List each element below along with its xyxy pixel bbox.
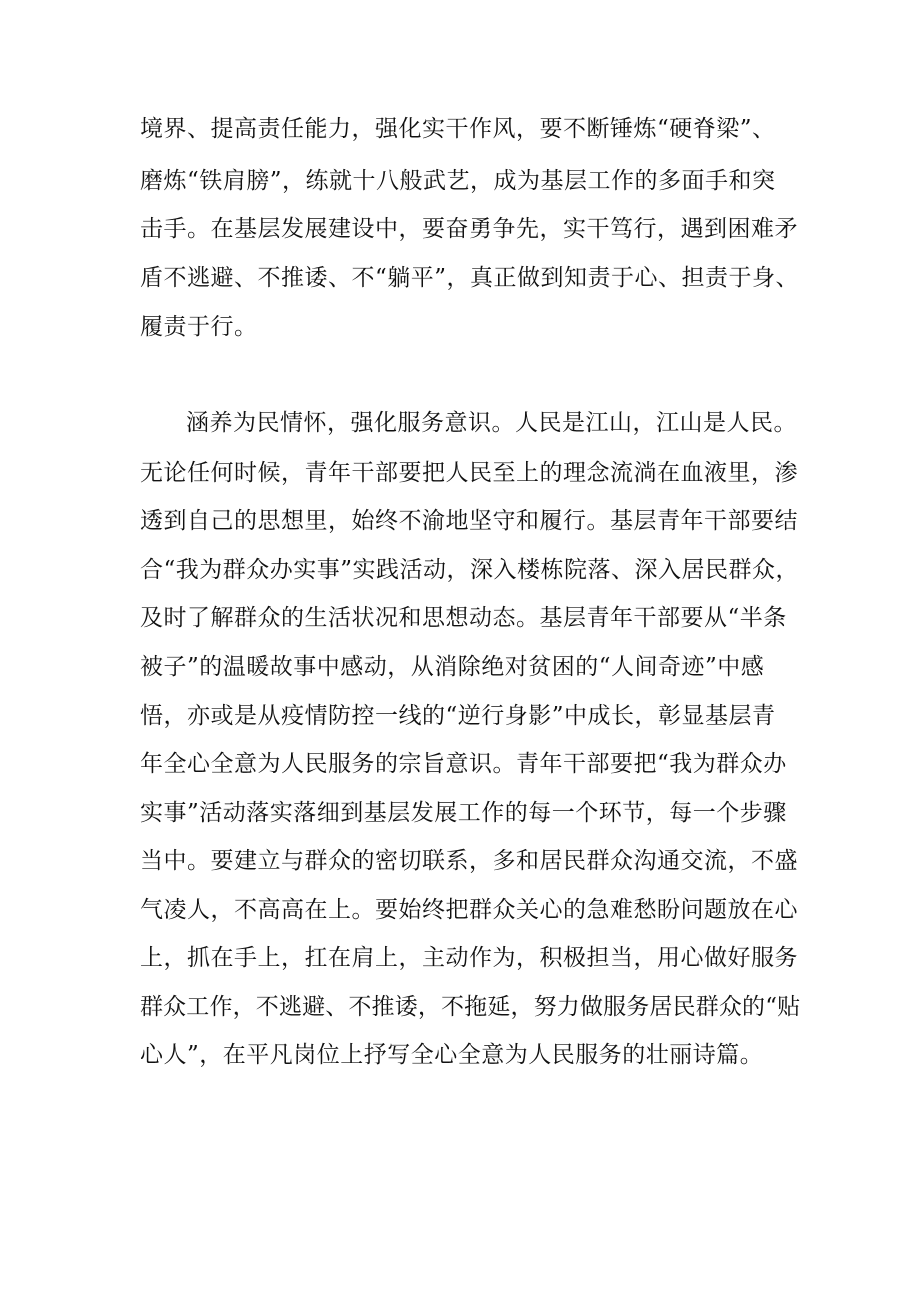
- paragraph-2-line-1: 涵养为民情怀，强化服务意识。人民是江山，江山是人民。: [186, 410, 797, 436]
- paragraph-1-line-3: 击手。在基层发展建设中，要奋勇争先，实干笃行，遇到困难矛: [140, 216, 798, 242]
- paragraph-2-line-5: 及时了解群众的生活状况和思想动态。基层青年干部要从“半条: [140, 605, 787, 631]
- paragraph-2-line-6: 被子”的温暖故事中感动，从消除绝对贫困的“人间奇迹”中感: [140, 654, 765, 680]
- paragraph-2-line-4: 合“我为群众办实事”实践活动，深入楼栋院落、深入居民群众，: [140, 557, 800, 583]
- paragraph-2-line-14: 心人”，在平凡岗位上抒写全心全意为人民服务的壮丽诗篇。: [140, 1042, 764, 1068]
- paragraph-2-line-3: 透到自己的思想里，始终不渝地坚守和履行。基层青年干部要结: [140, 508, 798, 534]
- paragraph-2-line-12: 上，抓在手上，扛在肩上，主动作为，积极担当，用心做好服务: [140, 945, 798, 971]
- paragraph-2-line-8: 年全心全意为人民服务的宗旨意识。青年干部要把“我为群众办: [140, 751, 787, 777]
- paragraph-2-line-9: 实事”活动落实落细到基层发展工作的每一个环节，每一个步骤: [140, 800, 787, 826]
- paragraph-2-line-13: 群众工作，不逃避、不推诿，不拖延，努力做服务居民群众的“贴: [140, 994, 801, 1020]
- paragraph-1-line-5: 履责于行。: [140, 314, 258, 340]
- paragraph-2-line-11: 气凌人，不高高在上。要始终把群众关心的急难愁盼问题放在心: [140, 897, 798, 923]
- paragraph-1-line-4: 盾不逃避、不推诿、不“躺平”，真正做到知责于心、担责于身、: [140, 265, 800, 291]
- paragraph-2-line-2: 无论任何时候，青年干部要把人民至上的理念流淌在血液里，渗: [140, 460, 798, 486]
- paragraph-2-line-10: 当中。要建立与群众的密切联系，多和居民群众沟通交流，不盛: [140, 848, 798, 874]
- paragraph-1-line-1: 境界、提高责任能力，强化实干作风，要不断锤炼“硬脊梁”、: [140, 116, 776, 142]
- paragraph-1-line-2: 磨炼“铁肩膀”，练就十八般武艺，成为基层工作的多面手和突: [140, 168, 776, 194]
- paragraph-2-line-7: 悟，亦或是从疫情防控一线的“逆行身影”中成长，彰显基层青: [140, 703, 776, 729]
